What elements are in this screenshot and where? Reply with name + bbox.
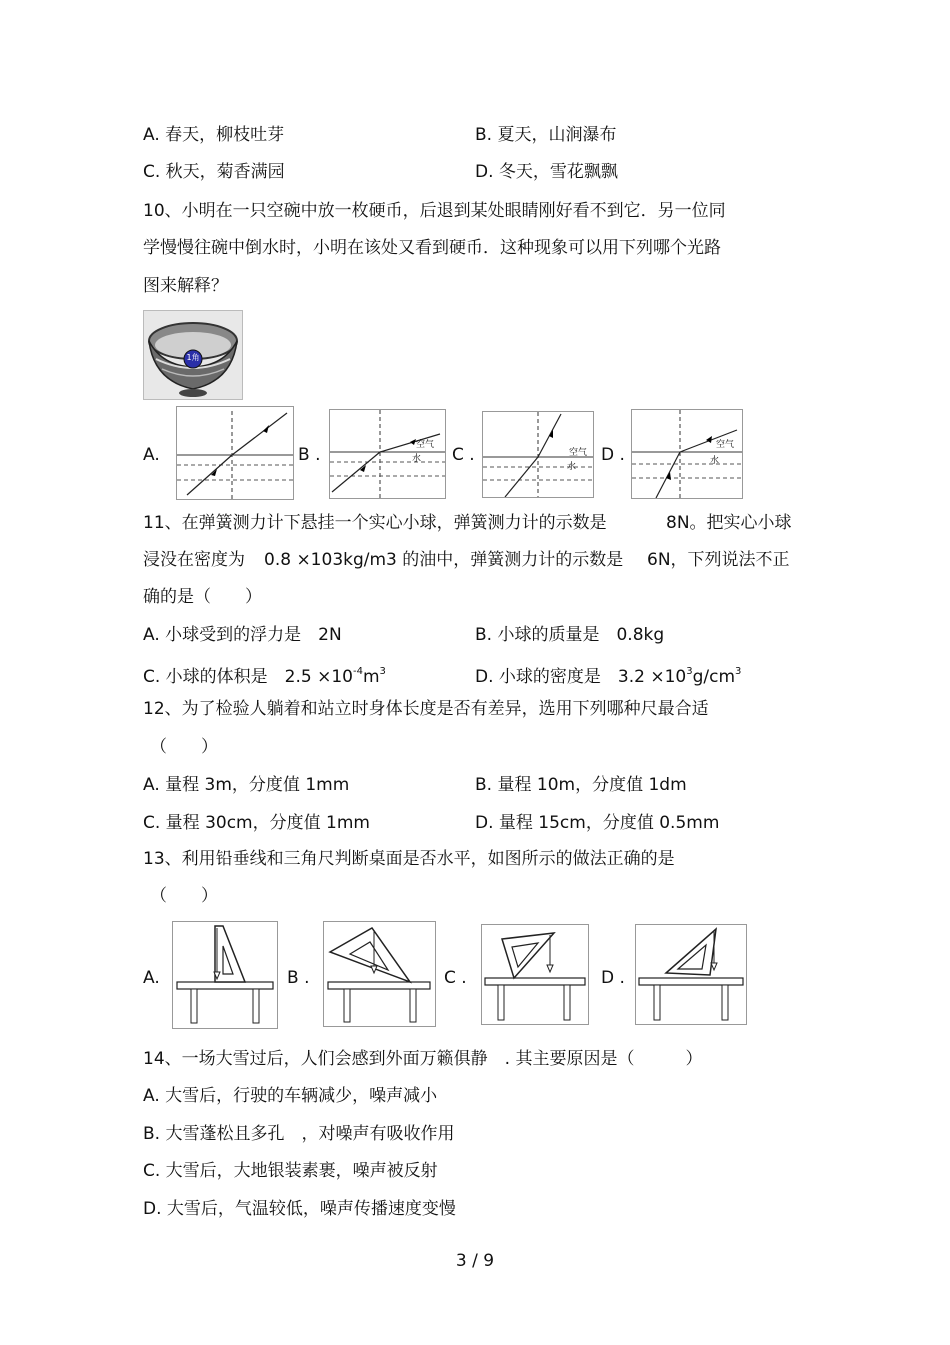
q13-diagram-c xyxy=(481,924,589,1025)
q11-stem-line2b: 0.8 ×103kg/m3 的油中，弹簧测力计的示数是 xyxy=(264,550,624,570)
q12-option-a: A. 量程 3m，分度值 1mm xyxy=(143,775,350,795)
q10-stem-line3: 图来解释？ xyxy=(143,276,228,296)
q14-option-d: D. 大雪后，气温较低，噪声传播速度变慢 xyxy=(143,1199,456,1219)
q11-option-c: C. 小球的体积是 $2.5 \times 10^{-4}m^3$ xyxy=(143,666,386,687)
q14-option-a: A. 大雪后，行驶的车辆减少，噪声减小 xyxy=(143,1086,438,1106)
q13-label-b: B . xyxy=(287,968,310,988)
q12-option-b: B. 量程 10m，分度值 1dm xyxy=(475,775,687,795)
page-number: 3 / 9 xyxy=(455,1251,495,1271)
q11-option-d: D. 小球的密度是 $3.2 \times 10^3g/cm^3$ xyxy=(475,666,742,687)
q14-stem: 14、一场大雪过后，人们会感到外面万籁俱静 . 其主要原因是（ ） xyxy=(143,1049,703,1069)
coin-label: 1角 xyxy=(186,353,200,362)
q10-diagram-c xyxy=(482,411,594,498)
q11-stem-line1b: 8N。把实心小球 xyxy=(666,513,792,533)
q11-stem-line2a: 浸没在密度为 xyxy=(143,550,245,570)
q9-option-b: B. 夏天，山涧瀑布 xyxy=(475,125,617,145)
q13-stem-line2: （ ） xyxy=(150,886,218,906)
air-label-d: 空气 xyxy=(716,440,735,450)
q12-option-d: D. 量程 15cm，分度值 0.5mm xyxy=(475,813,720,833)
q12-option-c: C. 量程 30cm，分度值 1mm xyxy=(143,813,370,833)
q9-option-a: A. 春天，柳枝吐芽 xyxy=(143,125,285,145)
air-label-b: 空气 xyxy=(416,440,435,450)
q11-stem-line2c: 6N，下列说法不正 xyxy=(647,550,790,570)
q10-stem-line1: 10、小明在一只空碗中放一枚硬币，后退到某处眼睛刚好看不到它．另一位同 xyxy=(143,201,726,221)
q13-label-d: D . xyxy=(601,968,625,988)
q13-stem-line1: 13、利用铅垂线和三角尺判断桌面是否水平，如图所示的做法正确的是 xyxy=(143,849,675,869)
q10-diagram-b xyxy=(329,409,446,499)
q11-stem-line1a: 11、在弹簧测力计下悬挂一个实心小球，弹簧测力计的示数是 xyxy=(143,513,607,533)
q14-option-c: C. 大雪后，大地银装素裹，噪声被反射 xyxy=(143,1161,438,1181)
q13-label-c: C . xyxy=(444,968,467,988)
q10-diagram-d xyxy=(631,409,743,499)
water-label-b: 水 xyxy=(412,454,422,464)
q13-diagram-b xyxy=(323,921,436,1027)
q9-option-c: C. 秋天，菊香满园 xyxy=(143,162,285,182)
q11-option-b: B. 小球的质量是 0.8kg xyxy=(475,625,665,645)
bowl-image xyxy=(143,310,243,400)
q10-label-a: A. xyxy=(143,445,160,465)
q10-diagram-a xyxy=(176,406,294,500)
q13-diagram-a xyxy=(172,921,278,1029)
q11-stem-line3: 确的是（ ） xyxy=(143,587,262,607)
q10-label-c: C . xyxy=(452,445,475,465)
q10-label-b: B . xyxy=(298,445,321,465)
q9-option-d: D. 冬天，雪花飘飘 xyxy=(475,162,618,182)
q14-option-b: B. 大雪蓬松且多孔 ，对噪声有吸收作用 xyxy=(143,1124,455,1144)
q12-stem-line1: 12、为了检验人躺着和站立时身体长度是否有差异，选用下列哪种尺最合适 xyxy=(143,699,709,719)
q12-stem-line2: （ ） xyxy=(150,737,218,757)
water-label-d: 水 xyxy=(710,456,720,466)
q11-option-a: A. 小球受到的浮力是 2N xyxy=(143,625,342,645)
q10-stem-line2: 学慢慢往碗中倒水时，小明在该处又看到硬币．这种现象可以用下列哪个光路 xyxy=(143,238,721,258)
water-label-c: 水 xyxy=(567,462,577,472)
q10-label-d: D . xyxy=(601,445,625,465)
air-label-c: 空气 xyxy=(569,448,588,458)
q13-diagram-d xyxy=(635,924,747,1025)
q13-label-a: A. xyxy=(143,968,160,988)
